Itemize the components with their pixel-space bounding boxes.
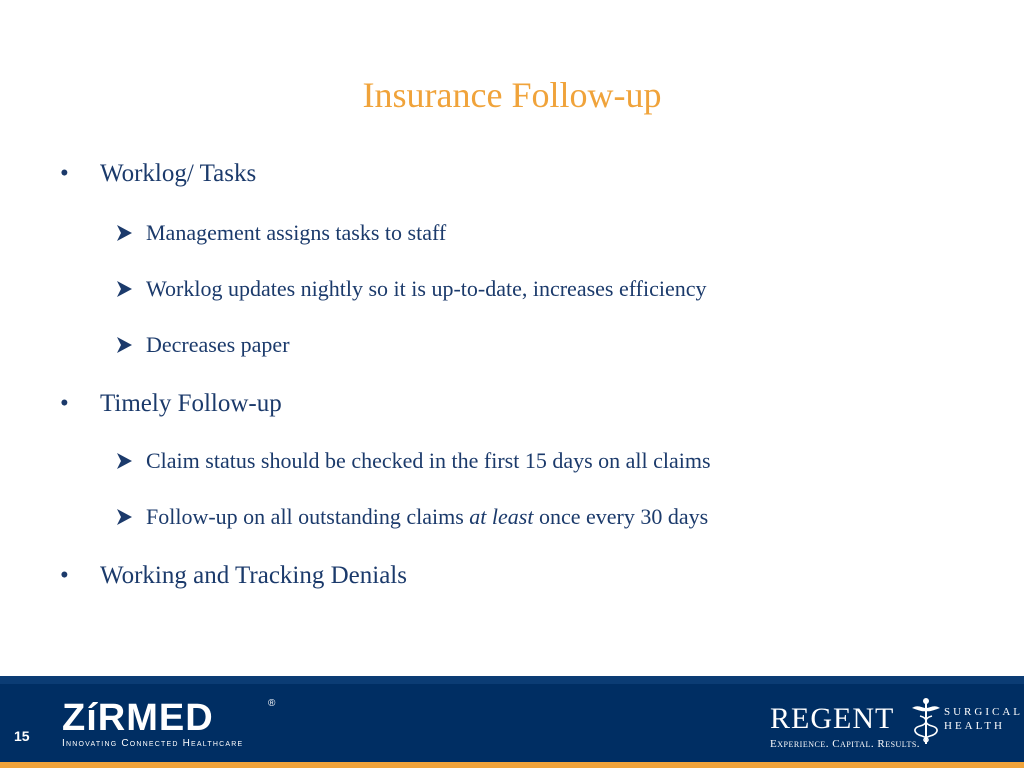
bullet-dot: •: [60, 390, 69, 417]
sub-bullet-text-before: Follow-up on all outstanding claims: [146, 504, 470, 529]
regent-tagline: Experience. Capital. Results.: [770, 738, 921, 750]
page-number: 15: [14, 728, 30, 744]
regent-surgical-label: SURGICAL: [944, 706, 1024, 718]
bullet-text: Timely Follow-up: [100, 390, 282, 417]
arrow-right-icon: [114, 507, 136, 527]
regent-health-label: HEALTH: [944, 720, 1005, 732]
sub-bullet-text-after: once every 30 days: [533, 504, 709, 529]
bullet-dot: •: [60, 562, 69, 589]
arrow-right-icon: [114, 223, 136, 243]
footer-band: [0, 676, 1024, 768]
zirmed-tagline: Innovating Connected Healthcare: [62, 738, 244, 749]
arrow-right-icon: [114, 279, 136, 299]
zirmed-logo: ZíRMED: [62, 697, 214, 739]
sub-bullet-text: Claim status should be checked in the first 15 days on all claims: [146, 448, 711, 473]
footer-accent-line: [0, 762, 1024, 768]
bullet-text: Working and Tracking Denials: [100, 562, 407, 589]
regent-logo-name: REGENT: [770, 702, 895, 735]
arrow-right-icon: [114, 335, 136, 355]
sub-bullet-text: Decreases paper: [146, 332, 290, 357]
sub-bullet-text: Worklog updates nightly so it is up-to-date, increases efficiency: [146, 276, 707, 301]
sub-bullet-text: [146, 504, 708, 530]
sub-bullet-text: Management assigns tasks to staff: [146, 220, 447, 245]
bullet-dot: •: [60, 160, 69, 187]
sub-bullet-emphasis: at least: [469, 504, 534, 529]
footer-top-line: [0, 676, 1024, 684]
arrow-right-icon: [114, 451, 136, 471]
registered-mark: ®: [268, 698, 276, 709]
bullet-text: Worklog/ Tasks: [100, 160, 257, 187]
slide-title: Insurance Follow-up: [362, 75, 662, 115]
